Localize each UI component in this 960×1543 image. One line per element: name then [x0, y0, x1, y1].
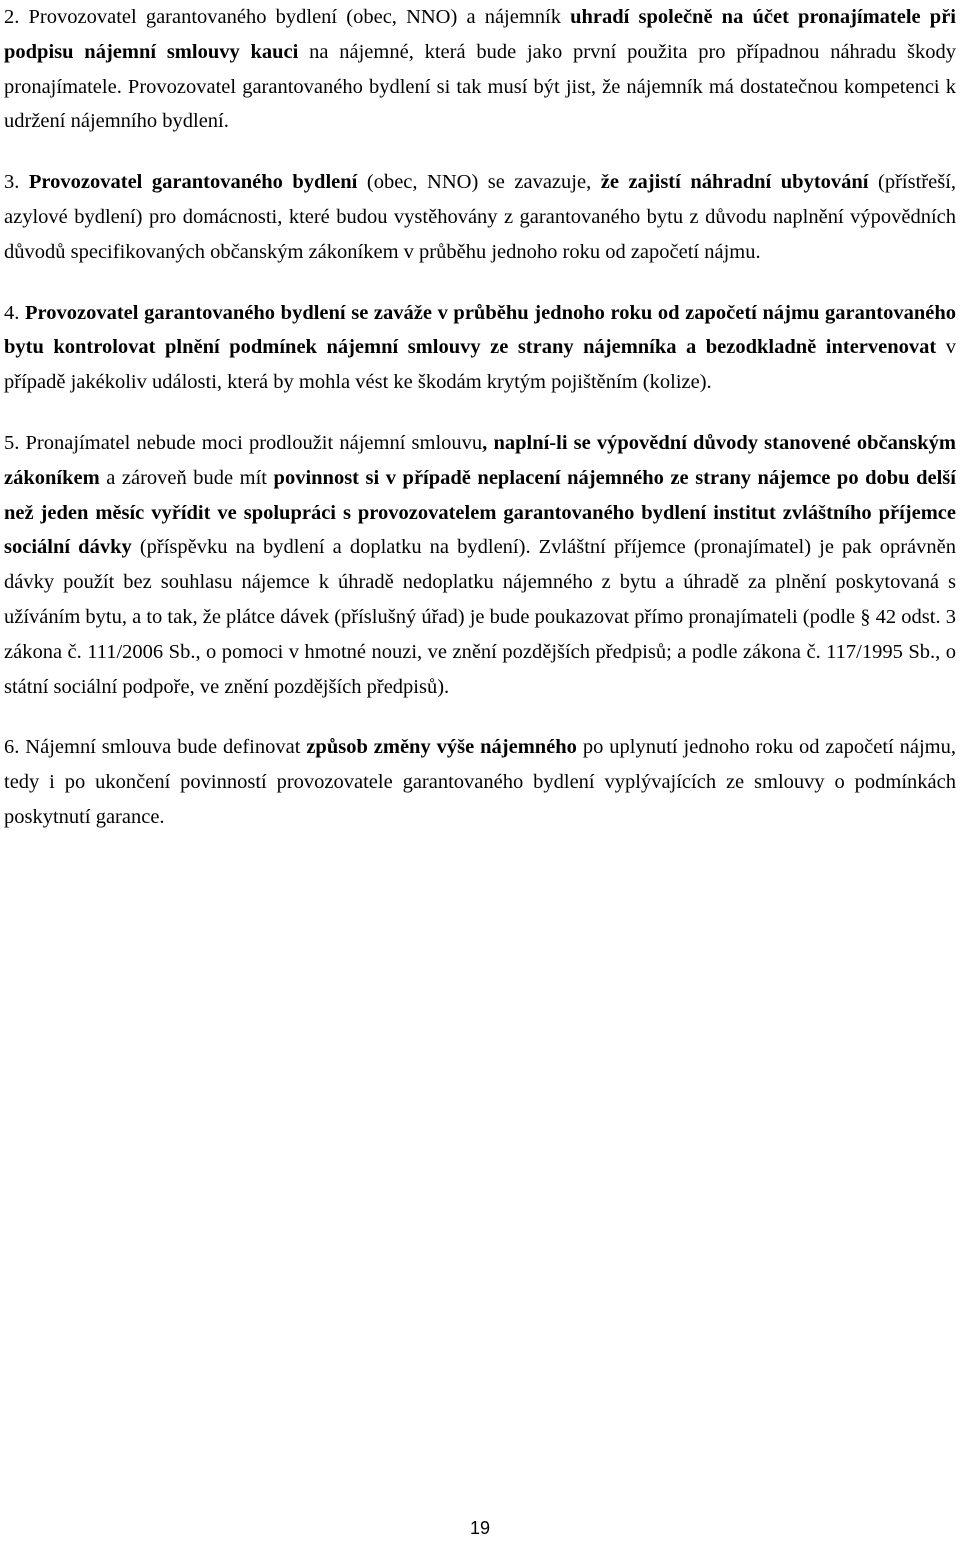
text-run: 5. Pronajímatel nebude moci prodloužit nájemní smlouvu	[4, 431, 483, 454]
text-run: (obec, NNO) se zavazuje,	[357, 171, 601, 194]
paragraph-4	[4, 296, 956, 400]
text-run: na nájemné, která bude jako první použita pro případnou náhradu škody pronajímatele. Provozovatel garantovaného bydlení si tak musí být jist, že nájemník má dostatečnou kompetenci k udržení nájemního bydlení.	[4, 40, 956, 133]
paragraph-2	[4, 0, 956, 139]
bold-text-run: , naplní-li se výpovědní důvody stanovené občanským zákoníkem	[4, 431, 956, 489]
text-run: 3.	[4, 171, 29, 194]
text-run: a zároveň bude mít	[99, 466, 274, 489]
text-run: po uplynutí jednoho roku od započetí nájmu, tedy i po ukončení povinností provozovatele garantovaného bydlení vyplývajících ze smlouvy o podmínkách poskytnutí garance.	[4, 736, 956, 828]
page-number: 19	[469, 1518, 491, 1538]
text-run: 6. Nájemní smlouva bude definovat	[4, 736, 307, 759]
paragraph-3	[4, 165, 956, 269]
text-run: 2. Provozovatel garantovaného bydlení (obec, NNO) a nájemník	[4, 6, 571, 28]
bold-text-run: uhradí společně na účet pronajímatele při podpisu nájemní smlouvy kauci	[4, 6, 956, 63]
text-run: 4.	[4, 301, 25, 324]
text-run: v případě jakékoliv události, která by mohla vést ke škodám krytým pojištěním (kolize).	[4, 336, 957, 394]
document-body	[4, 0, 956, 861]
text-run: (přístřeší, azylové bydlení) pro domácnosti, které budou vystěhovány z garantovaného bytu z důvodu naplnění výpovědních důvodů specifikovaných občanským zákoníkem v průběhu jednoho roku od započetí nájmu.	[4, 171, 957, 263]
bold-text-run: Provozovatel garantovaného bydlení se zaváže v průběhu jednoho roku od započetí nájmu garantovaného bytu kontrolovat plnění podmínek nájemní smlouvy ze strany nájemníka a bezodkladně intervenovat	[4, 301, 957, 359]
bold-text-run: Provozovatel garantovaného bydlení	[28, 171, 358, 194]
paragraph-5	[4, 426, 956, 704]
bold-text-run: že zajistí náhradní ubytování	[600, 171, 869, 194]
paragraph-6	[4, 730, 956, 834]
bold-text-run: povinnost si v případě neplacení nájemného ze strany nájemce po dobu delší než jeden měsíc vyřídit ve spolupráci s provozovatelem garantovaného bydlení institut zvláštního příjemce sociální dávky	[4, 466, 956, 559]
text-run: (příspěvku na bydlení a doplatku na bydlení). Zvláštní příjemce (pronajímatel) je pak oprávněn dávky použít bez souhlasu nájemce k úhradě nedoplatku nájemného z bytu a úhradě za plnění poskytovaná s užíváním bytu, a to tak, že plátce dávek (příslušný úřad) je bude poukazovat přímo pronajímateli (podle § 42 odst. 3 zákona č. 111/2006 Sb., o pomoci v hmotné nouzi, ve znění pozdějších předpisů; a podle zákona č. 117/1995 Sb., o státní sociální podpoře, ve znění pozdějších předpisů).	[4, 536, 956, 698]
bold-text-run: způsob změny výše nájemného	[306, 736, 577, 759]
